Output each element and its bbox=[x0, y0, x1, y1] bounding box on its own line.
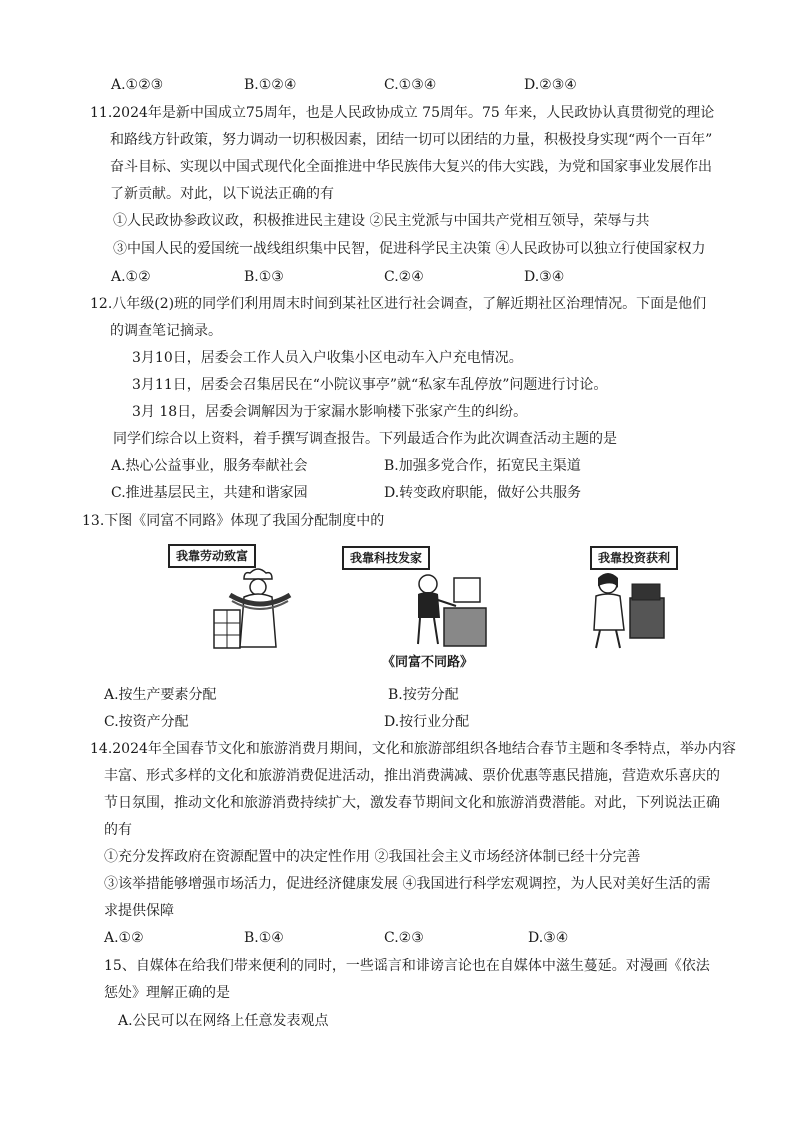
q12-stem-line: 12.八年级(2)班的同学们利用周末时间到某社区进行社会调查，了解近期社区治理情况。下面是他们 bbox=[90, 296, 707, 312]
q12-question: 同学们综合以上资料，着手撰写调查报告。下列最适合作为此次调查活动主题的是 bbox=[113, 431, 617, 447]
q11-option-a: A.①② bbox=[111, 269, 151, 285]
computer-user-icon bbox=[408, 570, 488, 648]
q14-statement: ③该举措能够增强市场活力，促进经济健康发展 ④我国进行科学宏观调控，为人民对美好生活的需 bbox=[104, 876, 711, 892]
cartoon-caption: 《同富不同路》 bbox=[382, 655, 474, 670]
q11-stem-line: 奋斗目标、实现以中国式现代化全面推进中华民族伟大复兴的伟大实践，为党和国家事业发展作出 bbox=[110, 159, 712, 175]
cartoon-illustration bbox=[160, 540, 720, 675]
q11-option-d: D.③④ bbox=[524, 269, 565, 285]
q13-option-b: B.按劳分配 bbox=[388, 687, 459, 703]
q10-option-a: A.①②③ bbox=[111, 77, 164, 93]
q11-stem-line: 11.2024年是新中国成立75周年，也是人民政协成立 75周年。75 年来，人民政协认真贯彻党的理论 bbox=[90, 105, 715, 121]
q12-option-c: C.推进基层民主，共建和谐家园 bbox=[111, 485, 308, 501]
q10-option-c: C.①③④ bbox=[384, 77, 437, 93]
investor-figure-icon bbox=[580, 568, 670, 650]
q13-option-a: A.按生产要素分配 bbox=[104, 687, 217, 703]
q15-stem-line: 15、自媒体在给我们带来便利的同时，一些谣言和诽谤言论也在自媒体中滋生蔓延。对漫画《依法 bbox=[104, 958, 710, 974]
cartoon-bubble-invest: 我靠投资获利 bbox=[590, 546, 678, 570]
q15-stem-line: 惩处》理解正确的是 bbox=[104, 985, 230, 1001]
q14-stem-line: 的有 bbox=[104, 822, 132, 838]
q11-stem-line: 了新贡献。对此，以下说法正确的有 bbox=[110, 186, 334, 202]
q11-stem-line: 和路线方针政策，努力调动一切积极因素，团结一切可以团结的力量，积极投身实现“两个一百年” bbox=[110, 132, 713, 148]
q11-option-c: C.②④ bbox=[384, 269, 424, 285]
q14-option-a: A.①② bbox=[104, 930, 144, 946]
q11-option-b: B.①③ bbox=[244, 269, 284, 285]
cartoon-bubble-labor: 我靠劳动致富 bbox=[168, 544, 256, 568]
q12-stem-line: 的调查笔记摘录。 bbox=[110, 323, 222, 339]
q11-statement: ①人民政协参政议政，积极推进民主建设 ②民主党派与中国共产党相互领导，荣辱与共 bbox=[113, 213, 650, 229]
q14-option-c: C.②③ bbox=[384, 930, 424, 946]
q14-statement: 求提供保障 bbox=[104, 903, 174, 919]
q14-option-b: B.①④ bbox=[244, 930, 284, 946]
q11-statement: ③中国人民的爱国统一战线组织集中民智，促进科学民主决策 ④人民政协可以独立行使国家权力 bbox=[113, 241, 706, 257]
cartoon-bubble-tech: 我靠科技发家 bbox=[342, 546, 430, 570]
q13-stem: 13.下图《同富不同路》体现了我国分配制度中的 bbox=[82, 513, 385, 529]
q10-option-b: B.①②④ bbox=[244, 77, 297, 93]
q12-option-a: A.热心公益事业，服务奉献社会 bbox=[111, 458, 308, 474]
chef-figure-icon bbox=[210, 565, 300, 650]
q14-stem-line: 14.2024年全国春节文化和旅游消费月期间，文化和旅游部组织各地结合春节主题和冬季特点，举办内容 bbox=[90, 741, 736, 757]
q14-stem-line: 丰富、形式多样的文化和旅游消费促进活动，推出消费满减、票价优惠等惠民措施，营造欢乐喜庆的 bbox=[104, 768, 720, 784]
q13-option-c: C.按资产分配 bbox=[104, 714, 189, 730]
q12-note: 3月11日，居委会召集居民在“小院议事亭”就“私家车乱停放”问题进行讨论。 bbox=[132, 377, 608, 393]
q14-statement: ①充分发挥政府在资源配置中的决定性作用 ②我国社会主义市场经济体制已经十分完善 bbox=[104, 849, 641, 865]
q15-option-a: A.公民可以在网络上任意发表观点 bbox=[118, 1013, 329, 1029]
q12-note: 3月 18日，居委会调解因为于家漏水影响楼下张家产生的纠纷。 bbox=[132, 404, 528, 420]
q12-note: 3月10日，居委会工作人员入户收集小区电动车入户充电情况。 bbox=[132, 350, 523, 366]
q10-option-d: D.②③④ bbox=[524, 77, 577, 93]
q13-option-d: D.按行业分配 bbox=[384, 714, 470, 730]
q14-stem-line: 节日氛围，推动文化和旅游消费持续扩大，激发春节期间文化和旅游消费潜能。对此，下列说法正确 bbox=[104, 795, 720, 811]
q12-option-d: D.转变政府职能，做好公共服务 bbox=[384, 485, 582, 501]
q14-option-d: D.③④ bbox=[528, 930, 569, 946]
q12-option-b: B.加强多党合作，拓宽民主渠道 bbox=[384, 458, 581, 474]
